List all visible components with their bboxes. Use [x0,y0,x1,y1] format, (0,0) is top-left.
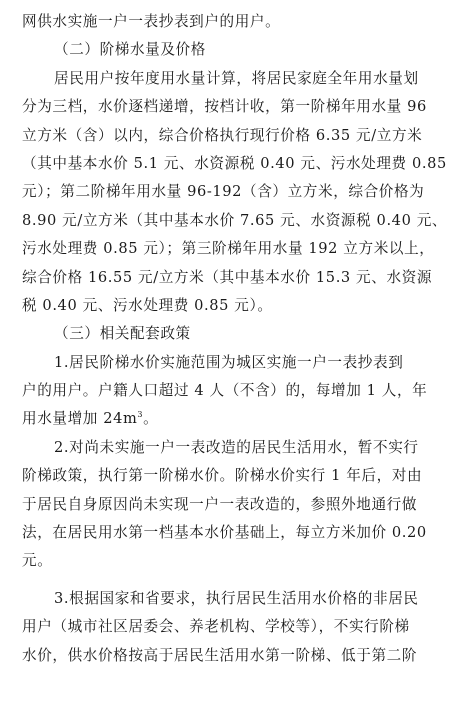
text-line: 阶梯政策，执行第一阶梯水价。阶梯水价实行 1 年后，对由 [22,467,423,485]
text-line: 居民用户按年度用水量计算，将居民家庭全年用水量划 [54,69,419,87]
paragraph-tiered-pricing [22,65,454,321]
text-line: 用户（城市社区居委会、养老机构、学校等），不实行阶梯 [22,618,410,636]
text-line-with-unit [22,405,454,433]
heading-text: （二）阶梯水量及价格 [54,41,206,59]
text-line: 1.居民阶梯水价实施范围为城区实施一户一表抄表到 [54,353,404,371]
paragraph-fragment: 网供水实施一户一表抄表到户的用户。 [22,13,281,30]
unit-superscript: 3 [137,410,144,420]
text-line: 污水处理费 0.85 元）；第三阶梯年用水量 192 立方米以上， [22,240,435,258]
text-line: 综合价格 16.55 元/立方米（其中基本水价 15.3 元、水资源 [22,268,433,286]
text-line: 元）；第二阶梯年用水量 96-192（含）立方米，综合价格为 [22,183,425,201]
policy-item-3 [22,585,454,670]
policy-item-1 [22,349,454,434]
text-line: 法，在居民用水第一档基本水价基础上，每立方米加价 0.20 [22,524,427,542]
text-span: 。 [143,410,159,428]
text-line: 3.根据国家和省要求，执行居民生活用水价格的非居民 [54,589,419,607]
section-heading-related-policies [22,320,454,348]
text-line: 水价，供水价格按高于居民生活用水第一阶梯、低于第二阶 [22,646,418,664]
text-line: 立方米（含）以内，综合价格执行现行价格 6.35 元/立方米 [22,126,423,144]
text-line: 元。 [22,552,53,570]
document-page [22,8,454,670]
paragraph-spacer [22,576,454,585]
heading-text: （三）相关配套政策 [54,325,191,343]
text-line: 税 0.40 元、污水处理费 0.85 元）。 [22,296,273,314]
text-line: 户的用户。户籍人口超过 4 人（不含）的，每增加 1 人，年 [22,382,428,400]
policy-item-2 [22,434,454,576]
section-heading-tiered-volume-price [22,36,454,64]
text-line: 2.对尚未实施一户一表改造的居民生活用水，暂不实行 [54,438,419,456]
text-line: （其中基本水价 5.1 元、水资源税 0.40 元、污水处理费 0.85 [22,154,447,172]
text-span: 用水量增加 24m [22,410,138,428]
text-line: 分为三档，水价逐档递增，按档计收，第一阶梯年用水量 96 [22,98,427,116]
text-line: 8.90 元/立方米（其中基本水价 7.65 元、水资源税 0.40 元、 [22,211,448,229]
text-line: 于居民自身原因尚未实现一户一表改造的，参照外地通行做 [22,495,418,513]
